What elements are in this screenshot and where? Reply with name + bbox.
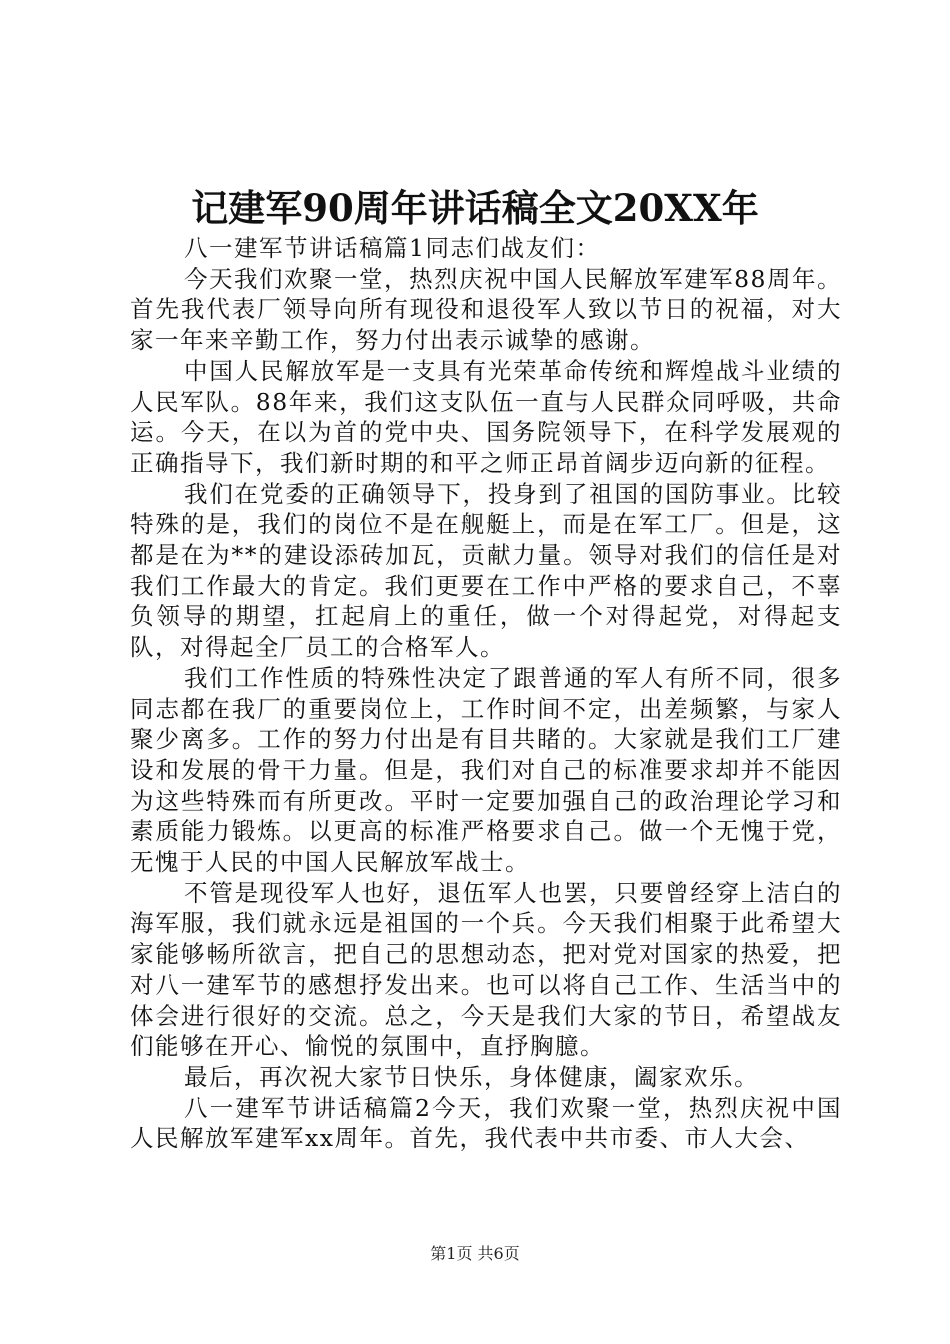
paragraph: 最后，再次祝大家节日快乐，身体健康，阖家欢乐。 bbox=[184, 1062, 760, 1091]
paragraph: 我们工作性质的特殊性决定了跟普通的军人有所不同，很多同志都在我厂的重要岗位上，工作时间不定，出差频繁，与家人聚少离多。工作的努力付出是有目共睹的。大家就是我们工厂建设和发展的骨干力量。但是，我们对自己的标准要求却并不能因为这些特殊而有所更改。平时一定要加强自己的政治理论学习和素质能力锻炼。以更高的标准严格要求自己。做一个无愧于党，无愧于人民的中国人民解放军战士。 bbox=[130, 663, 842, 877]
paragraph: 八一建军节讲话稿篇1同志们战友们： bbox=[184, 234, 601, 262]
page-footer: 第1页 共6页 bbox=[430, 1244, 520, 1263]
document-title: 记建军90周年讲话稿全文20XX年 bbox=[191, 186, 759, 230]
paragraph: 中国人民解放军是一支具有光荣革命传统和辉煌战斗业绩的人民军队。88年来，我们这支队伍一直与人民群众同呼吸，共命运。今天，在以为首的党中央、国务院领导下，在科学发展观的正确指导下，我们新时期的和平之师正昂首阔步迈向新的征程。 bbox=[130, 356, 842, 477]
paragraph: 今天我们欢聚一堂，热烈庆祝中国人民解放军建军88周年。首先我代表厂领导向所有现役和退役军人致以节日的祝福，对大家一年来辛勤工作，努力付出表示诚挚的感谢。 bbox=[130, 264, 842, 355]
paragraph: 八一建军节讲话稿篇2今天，我们欢聚一堂，热烈庆祝中国人民解放军建军xx周年。首先，我代表中共市委、市人大会、 bbox=[130, 1093, 842, 1153]
paragraph: 我们在党委的正确领导下，投身到了祖国的国防事业。比较特殊的是，我们的岗位不是在舰艇上，而是在军工厂。但是，这都是在为**的建设添砖加瓦，贡献力量。领导对我们的信任是对我们工作最大的肯定。我们更要在工作中严格的要求自己，不辜负领导的期望，扛起肩上的重任，做一个对得起党，对得起支队，对得起全厂员工的合格军人。 bbox=[130, 479, 842, 662]
paragraph: 不管是现役军人也好，退伍军人也罢，只要曾经穿上洁白的海军服，我们就永远是祖国的一个兵。今天我们相聚于此希望大家能够畅所欲言，把自己的思想动态，把对党对国家的热爱，把对八一建军节的感想抒发出来。也可以将自己工作、生活当中的体会进行很好的交流。总之，今天是我们大家的节日，希望战友们能够在开心、愉悦的氛围中，直抒胸臆。 bbox=[130, 878, 842, 1061]
document-body bbox=[130, 233, 842, 1154]
